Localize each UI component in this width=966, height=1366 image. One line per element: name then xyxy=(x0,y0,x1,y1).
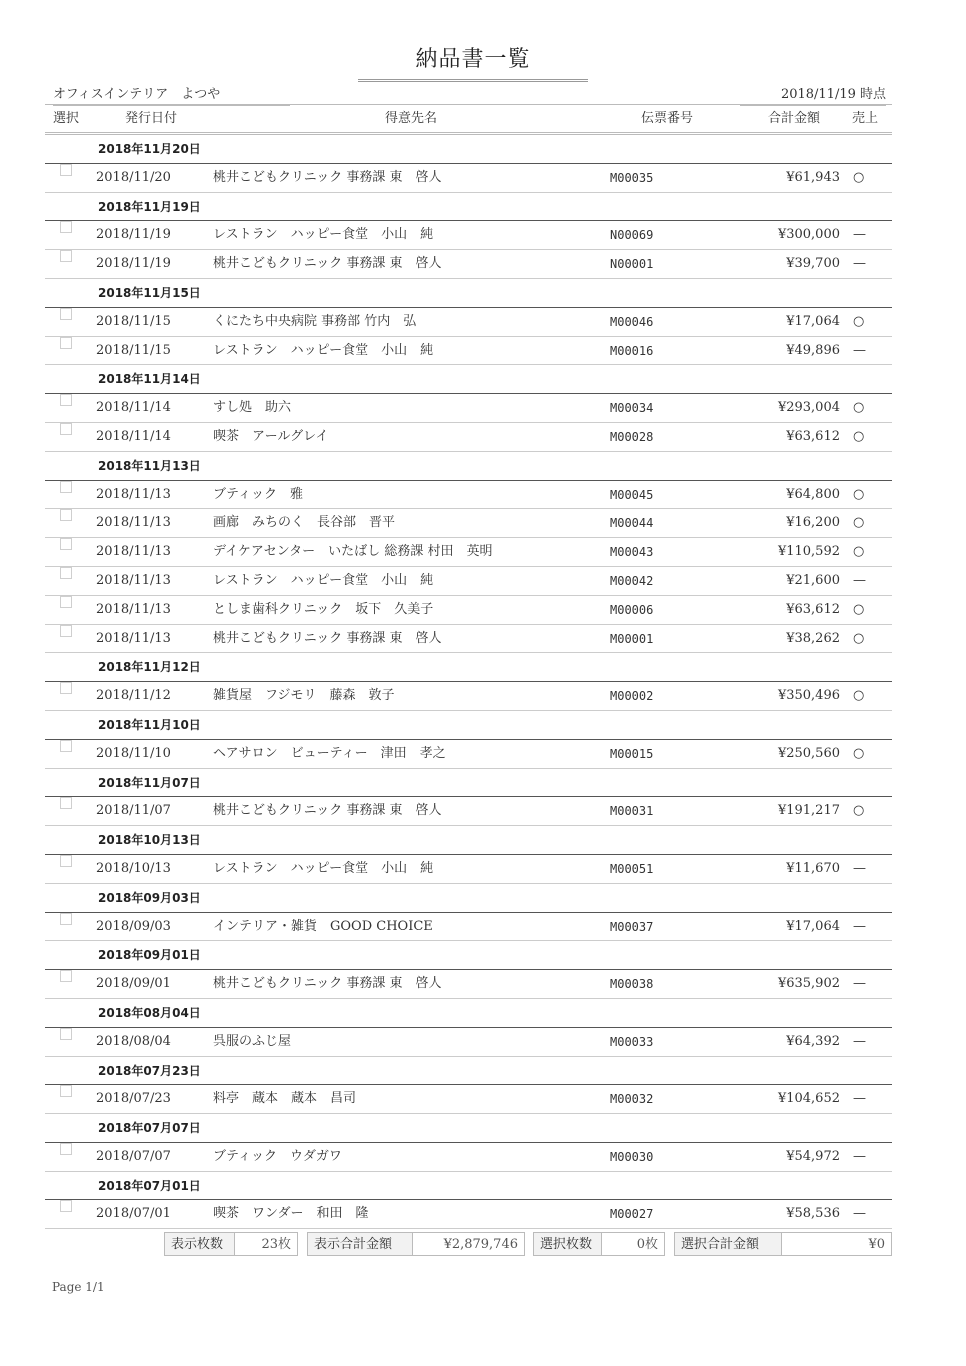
customer-name: 呉服のふじ屋 xyxy=(213,1033,292,1049)
slip-number: M00035 xyxy=(610,170,654,185)
select-checkbox[interactable] xyxy=(60,625,72,637)
sold-status: — xyxy=(853,1206,866,1222)
table-row[interactable] xyxy=(45,913,892,942)
issue-date: 2018/09/03 xyxy=(96,918,171,934)
customer-name: レストラン ハッピー食堂 小山 純 xyxy=(213,342,434,358)
date-group-header: 2018年11月14日 xyxy=(45,365,892,394)
slip-number: M00042 xyxy=(610,573,654,588)
table-row[interactable] xyxy=(45,394,892,423)
total-amount: ¥11,670 xyxy=(786,860,840,876)
customer-name: すし処 助六 xyxy=(213,400,292,416)
sold-status: — xyxy=(853,256,866,272)
total-amount: ¥58,536 xyxy=(786,1206,840,1222)
date-group-header: 2018年07月01日 xyxy=(45,1172,892,1201)
customer-name: ブティック ウダガワ xyxy=(213,1148,342,1164)
slip-number: M00044 xyxy=(610,516,654,531)
date-group-header: 2018年09月03日 xyxy=(45,884,892,913)
issue-date: 2018/11/13 xyxy=(96,601,171,617)
total-amount: ¥350,496 xyxy=(777,688,840,704)
customer-name: 料亭 蔵本 蔵本 昌司 xyxy=(213,1091,357,1107)
select-checkbox[interactable] xyxy=(60,1143,72,1155)
issue-date: 2018/11/14 xyxy=(96,428,171,444)
slip-number: M00043 xyxy=(610,545,654,560)
sold-status: ○ xyxy=(853,803,865,819)
date-group-header: 2018年11月10日 xyxy=(45,711,892,740)
table-row[interactable] xyxy=(45,250,892,279)
issue-date: 2018/11/15 xyxy=(96,342,171,358)
select-checkbox[interactable] xyxy=(60,740,72,752)
table-row[interactable] xyxy=(45,740,892,769)
display-count-label: 表示枚数 xyxy=(164,1232,235,1256)
table-row[interactable] xyxy=(45,538,892,567)
select-checkbox[interactable] xyxy=(60,855,72,867)
total-amount: ¥54,972 xyxy=(786,1148,840,1164)
select-checkbox[interactable] xyxy=(60,970,72,982)
customer-name: くにたち中央病院 事務部 竹内 弘 xyxy=(213,313,417,329)
table-row[interactable] xyxy=(45,1028,892,1057)
total-amount: ¥104,652 xyxy=(777,1091,840,1107)
total-amount: ¥16,200 xyxy=(786,515,840,531)
issue-date: 2018/11/20 xyxy=(96,169,171,185)
display-total-label: 表示合計金額 xyxy=(307,1232,413,1256)
slip-number: N00069 xyxy=(610,228,654,243)
slip-number: M00001 xyxy=(610,631,654,646)
select-checkbox[interactable] xyxy=(60,913,72,925)
issue-date: 2018/11/14 xyxy=(96,400,171,416)
sold-status: — xyxy=(853,342,866,358)
select-checkbox[interactable] xyxy=(60,308,72,320)
table-row[interactable] xyxy=(45,423,892,452)
select-checkbox[interactable] xyxy=(60,481,72,493)
slip-number: M00051 xyxy=(610,861,654,876)
table-row[interactable] xyxy=(45,164,892,193)
header-amount[interactable]: 合計金額 xyxy=(767,111,820,126)
select-checkbox[interactable] xyxy=(60,423,72,435)
select-checkbox[interactable] xyxy=(60,394,72,406)
select-checkbox[interactable] xyxy=(60,509,72,521)
issue-date: 2018/08/04 xyxy=(96,1033,171,1049)
slip-number: M00045 xyxy=(610,487,654,502)
select-checkbox[interactable] xyxy=(60,164,72,176)
date-group-header: 2018年09月01日 xyxy=(45,941,892,970)
customer-name: 雑貨屋 フジモリ 藤森 敦子 xyxy=(213,688,395,704)
sold-status: ○ xyxy=(853,544,865,560)
total-amount: ¥293,004 xyxy=(777,400,840,416)
header-select: 選択 xyxy=(53,111,80,126)
sold-status: — xyxy=(853,1148,866,1164)
issue-date: 2018/07/07 xyxy=(96,1148,171,1164)
sold-status: — xyxy=(853,572,866,588)
issue-date: 2018/11/13 xyxy=(96,572,171,588)
select-checkbox[interactable] xyxy=(60,797,72,809)
table-row[interactable] xyxy=(45,1143,892,1172)
sold-status: ○ xyxy=(853,169,865,185)
slip-number: M00038 xyxy=(610,977,654,992)
date-group-header: 2018年11月07日 xyxy=(45,769,892,798)
customer-name: デイケアセンター いたばし 総務課 村田 英明 xyxy=(213,544,493,560)
sold-status: ○ xyxy=(853,745,865,761)
table-row[interactable] xyxy=(45,855,892,884)
customer-name: 桃井こどもクリニック 事務課 東 啓人 xyxy=(213,256,442,272)
sold-status: — xyxy=(853,976,866,992)
select-checkbox[interactable] xyxy=(60,567,72,579)
total-amount: ¥39,700 xyxy=(786,256,840,272)
sold-status: ○ xyxy=(853,601,865,617)
select-checkbox[interactable] xyxy=(60,682,72,694)
customer-name: レストラン ハッピー食堂 小山 純 xyxy=(213,227,434,243)
customer-name: インテリア・雑貨 GOOD CHOICE xyxy=(213,918,433,934)
date-group-header: 2018年07月07日 xyxy=(45,1114,892,1143)
issue-date: 2018/07/23 xyxy=(96,1091,171,1107)
date-group-header: 2018年11月20日 xyxy=(45,135,892,164)
customer-name: 桃井こどもクリニック 事務課 東 啓人 xyxy=(213,630,442,646)
company-name: オフィスインテリア よつや xyxy=(53,83,290,106)
issue-date: 2018/11/10 xyxy=(96,745,171,761)
display-total-value: ¥2,879,746 xyxy=(413,1232,525,1256)
total-amount: ¥21,600 xyxy=(786,572,840,588)
slip-number: M00030 xyxy=(610,1149,654,1164)
header-sold: 売上 xyxy=(852,111,879,126)
sold-status: — xyxy=(853,860,866,876)
slip-number: M00031 xyxy=(610,804,654,819)
sold-status: ○ xyxy=(853,630,865,646)
table-row[interactable] xyxy=(45,797,892,826)
sold-status: — xyxy=(853,227,866,243)
issue-date: 2018/11/12 xyxy=(96,688,171,704)
sold-status: ○ xyxy=(853,688,865,704)
sold-status: ○ xyxy=(853,400,865,416)
slip-number: M00006 xyxy=(610,602,654,617)
slip-number: M00002 xyxy=(610,689,654,704)
table-row[interactable] xyxy=(45,1085,892,1114)
table-row[interactable] xyxy=(45,625,892,654)
sold-status: — xyxy=(853,918,866,934)
date-group-header: 2018年11月19日 xyxy=(45,193,892,222)
display-count-value: 23枚 xyxy=(235,1232,298,1256)
slip-number: M00033 xyxy=(610,1034,654,1049)
total-amount: ¥64,800 xyxy=(786,486,840,502)
issue-date: 2018/11/13 xyxy=(96,630,171,646)
slip-number: M00028 xyxy=(610,429,654,444)
customer-name: 桃井こどもクリニック 事務課 東 啓人 xyxy=(213,803,442,819)
customer-name: レストラン ハッピー食堂 小山 純 xyxy=(213,860,434,876)
date-group-header: 2018年10月13日 xyxy=(45,826,892,855)
table-row[interactable] xyxy=(45,682,892,711)
select-checkbox[interactable] xyxy=(60,1200,72,1212)
select-checkbox[interactable] xyxy=(60,538,72,550)
customer-name: 桃井こどもクリニック 事務課 東 啓人 xyxy=(213,976,442,992)
date-group-header: 2018年08月04日 xyxy=(45,999,892,1028)
slip-number: M00032 xyxy=(610,1092,654,1107)
table-row[interactable] xyxy=(45,970,892,999)
sold-status: — xyxy=(853,1091,866,1107)
slip-number: M00015 xyxy=(610,746,654,761)
select-checkbox[interactable] xyxy=(60,596,72,608)
page-number: Page 1/1 xyxy=(52,1280,105,1294)
select-checkbox[interactable] xyxy=(60,337,72,349)
as-of-date: 2018/11/19 時点 xyxy=(740,83,886,106)
issue-date: 2018/07/01 xyxy=(96,1206,171,1222)
selected-count-value: 0枚 xyxy=(602,1232,665,1256)
customer-name: 画廊 みちのく 長谷部 晋平 xyxy=(213,515,396,531)
select-checkbox[interactable] xyxy=(60,221,72,233)
issue-date: 2018/11/15 xyxy=(96,313,171,329)
header-customer[interactable]: 得意先名 xyxy=(385,111,438,126)
slip-number: M00046 xyxy=(610,314,654,329)
select-checkbox[interactable] xyxy=(60,250,72,262)
total-amount: ¥63,612 xyxy=(786,428,840,444)
issue-date: 2018/11/13 xyxy=(96,515,171,531)
selected-total-label: 選択合計金額 xyxy=(674,1232,782,1256)
page-title: 納品書一覧 xyxy=(358,42,588,82)
table-row[interactable] xyxy=(45,221,892,250)
issue-date: 2018/11/19 xyxy=(96,227,171,243)
total-amount: ¥61,943 xyxy=(786,169,840,185)
issue-date: 2018/11/19 xyxy=(96,256,171,272)
issue-date: 2018/11/13 xyxy=(96,544,171,560)
table-row[interactable] xyxy=(45,567,892,596)
table-header xyxy=(45,104,892,135)
table-row[interactable] xyxy=(45,481,892,510)
total-amount: ¥64,392 xyxy=(786,1033,840,1049)
table-row[interactable] xyxy=(45,308,892,337)
table-row[interactable] xyxy=(45,1200,892,1229)
date-group-header: 2018年07月23日 xyxy=(45,1057,892,1086)
total-amount: ¥63,612 xyxy=(786,601,840,617)
issue-date: 2018/10/13 xyxy=(96,860,171,876)
total-amount: ¥49,896 xyxy=(786,342,840,358)
delivery-note-table xyxy=(45,104,892,1229)
customer-name: 喫茶 アールグレイ xyxy=(213,428,329,444)
select-checkbox[interactable] xyxy=(60,1085,72,1097)
total-amount: ¥17,064 xyxy=(786,313,840,329)
table-row[interactable] xyxy=(45,509,892,538)
total-amount: ¥250,560 xyxy=(777,745,840,761)
slip-number: M00037 xyxy=(610,919,654,934)
customer-name: 喫茶 ワンダー 和田 隆 xyxy=(213,1206,369,1222)
slip-number: M00034 xyxy=(610,401,654,416)
selected-count-label: 選択枚数 xyxy=(533,1232,602,1256)
date-group-header: 2018年11月15日 xyxy=(45,279,892,308)
customer-name: 桃井こどもクリニック 事務課 東 啓人 xyxy=(213,169,442,185)
customer-name: レストラン ハッピー食堂 小山 純 xyxy=(213,572,434,588)
total-amount: ¥110,592 xyxy=(777,544,840,560)
date-group-header: 2018年11月13日 xyxy=(45,452,892,481)
header-slip-number[interactable]: 伝票番号 xyxy=(641,111,694,126)
table-row[interactable] xyxy=(45,337,892,366)
total-amount: ¥191,217 xyxy=(777,803,840,819)
customer-name: ブティック 雅 xyxy=(213,486,303,502)
sold-status: ○ xyxy=(853,515,865,531)
issue-date: 2018/11/07 xyxy=(96,803,171,819)
date-group-header: 2018年11月12日 xyxy=(45,653,892,682)
slip-number: M00027 xyxy=(610,1207,654,1222)
table-body xyxy=(45,135,892,1229)
total-amount: ¥17,064 xyxy=(786,918,840,934)
sold-status: ○ xyxy=(853,486,865,502)
slip-number: N00001 xyxy=(610,257,654,272)
sold-status: ○ xyxy=(853,428,865,444)
table-row[interactable] xyxy=(45,596,892,625)
issue-date: 2018/09/01 xyxy=(96,976,171,992)
total-amount: ¥635,902 xyxy=(777,976,840,992)
slip-number: M00016 xyxy=(610,343,654,358)
total-amount: ¥300,000 xyxy=(777,227,840,243)
sold-status: ○ xyxy=(853,313,865,329)
selected-total-value: ¥0 xyxy=(782,1232,892,1256)
sold-status: — xyxy=(853,1033,866,1049)
select-checkbox[interactable] xyxy=(60,1028,72,1040)
customer-name: としま歯科クリニック 坂下 久美子 xyxy=(213,601,434,617)
header-date[interactable]: 発行日付 xyxy=(125,111,178,126)
issue-date: 2018/11/13 xyxy=(96,486,171,502)
customer-name: ヘアサロン ビューティー 津田 孝之 xyxy=(213,745,446,761)
total-amount: ¥38,262 xyxy=(786,630,840,646)
